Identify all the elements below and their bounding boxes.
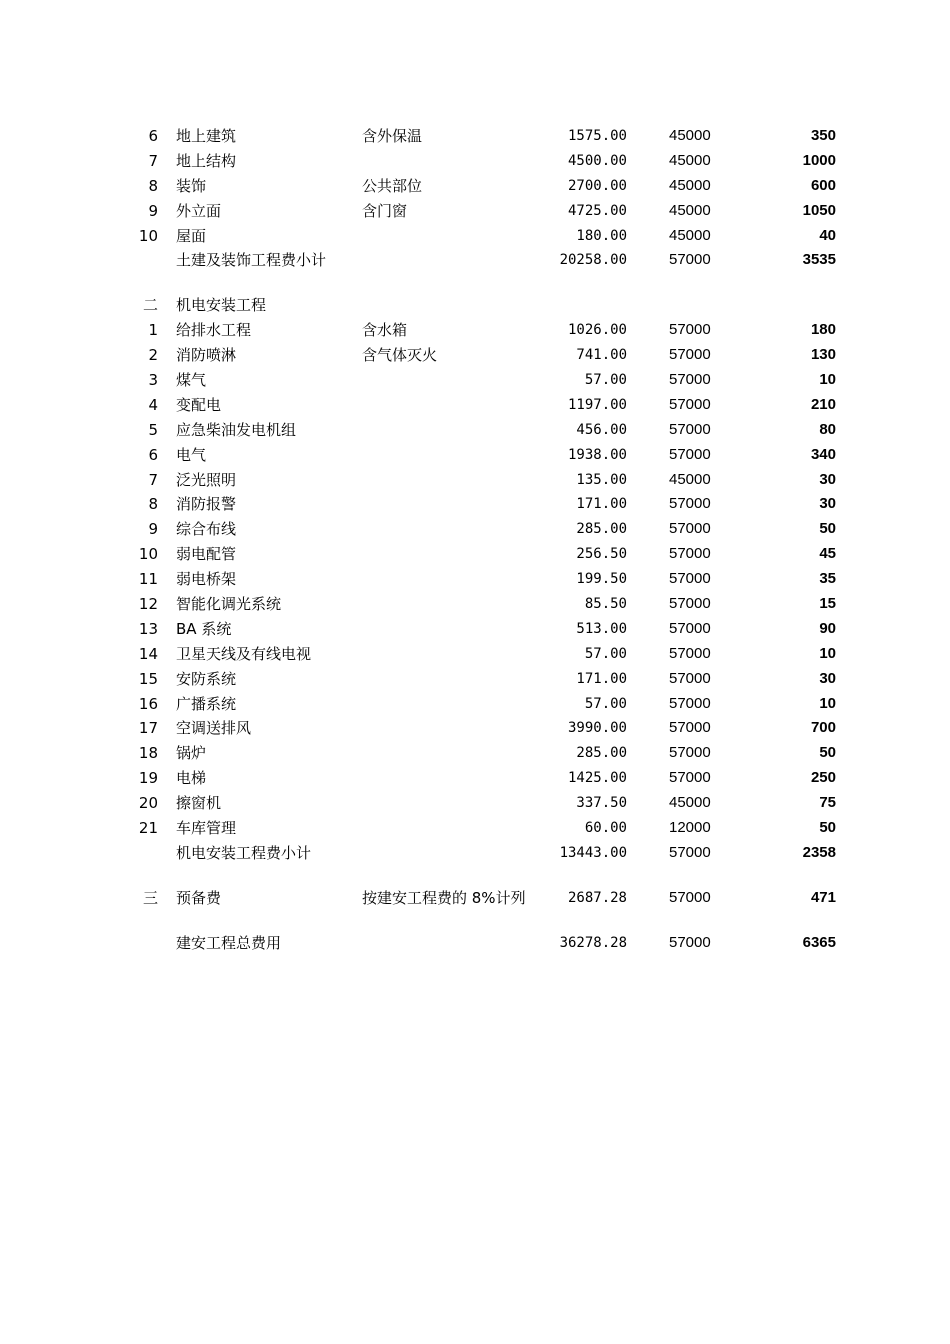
row-number: 14	[138, 644, 158, 663]
item-name: 屋面	[176, 226, 207, 245]
item-total: 180	[810, 321, 836, 339]
item-total: 40	[819, 226, 836, 244]
item-area: 171.00	[576, 496, 627, 513]
item-total: 210	[810, 395, 836, 413]
section-spacer	[0, 273, 950, 293]
item-note: 公共部位	[362, 176, 423, 195]
item-unit-price: 57000	[669, 520, 711, 538]
item-name: 安防系统	[176, 669, 237, 688]
section-spacer	[0, 866, 950, 886]
item-area: 1575.00	[567, 128, 627, 144]
item-unit-price: 57000	[669, 843, 711, 861]
row-number: 3	[148, 371, 158, 390]
table-row	[0, 248, 950, 273]
item-area: 3990.00	[567, 720, 627, 737]
item-total: 50	[819, 744, 836, 762]
item-area: 199.50	[576, 571, 627, 588]
table-row	[0, 124, 950, 149]
table-row	[0, 418, 950, 443]
item-unit-price: 45000	[669, 226, 711, 244]
table-row	[0, 517, 950, 542]
table-row	[0, 841, 950, 866]
row-number: 三	[142, 888, 158, 907]
item-total: 250	[810, 769, 836, 787]
item-unit-price: 57000	[669, 251, 711, 269]
item-name: 弱电配管	[176, 545, 237, 564]
item-name: 预备费	[176, 888, 222, 907]
row-number: 8	[148, 495, 158, 514]
table-row	[0, 667, 950, 692]
row-number: 20	[138, 794, 158, 813]
table-row	[0, 791, 950, 816]
table-row	[0, 293, 950, 318]
row-number: 11	[138, 570, 158, 589]
row-number: 10	[138, 545, 158, 564]
item-area: 1197.00	[567, 396, 627, 413]
item-name: 卫星天线及有线电视	[176, 644, 312, 663]
item-total: 700	[810, 719, 836, 737]
item-unit-price: 57000	[669, 933, 711, 951]
item-name: 综合布线	[176, 520, 237, 539]
item-name: 变配电	[176, 395, 222, 414]
item-area: 2700.00	[567, 177, 627, 194]
row-number: 9	[148, 201, 158, 220]
item-unit-price: 45000	[669, 470, 711, 488]
item-total: 35	[819, 570, 836, 588]
item-name: 装饰	[176, 176, 207, 195]
item-unit-price: 57000	[669, 888, 711, 906]
item-total: 600	[810, 176, 836, 194]
item-unit-price: 57000	[669, 445, 711, 463]
item-area: 57.00	[584, 695, 627, 712]
item-name: 建安工程总费用	[176, 933, 282, 952]
item-unit-price: 57000	[669, 495, 711, 513]
item-area: 285.00	[576, 521, 627, 538]
item-unit-price: 57000	[669, 321, 711, 339]
item-area: 456.00	[576, 421, 627, 438]
item-name: 车库管理	[176, 819, 237, 838]
row-number: 9	[148, 520, 158, 539]
row-number: 21	[138, 819, 158, 838]
row-number: 2	[148, 346, 158, 365]
row-number: 12	[138, 595, 158, 614]
item-area: 13443.00	[559, 844, 627, 861]
item-unit-price: 57000	[669, 570, 711, 588]
item-area: 57.00	[584, 372, 627, 389]
table-row	[0, 174, 950, 199]
item-note: 按建安工程费的 8%计列	[362, 888, 526, 907]
row-number: 二	[142, 296, 158, 315]
item-total: 2358	[802, 843, 836, 861]
table-row	[0, 149, 950, 174]
item-area: 256.50	[576, 546, 627, 563]
item-name: 广播系统	[176, 694, 237, 713]
item-unit-price: 57000	[669, 420, 711, 438]
item-total: 350	[810, 127, 836, 144]
item-unit-price: 57000	[669, 619, 711, 637]
row-number: 7	[148, 151, 158, 170]
item-unit-price: 57000	[669, 719, 711, 737]
item-total: 30	[819, 495, 836, 513]
item-name: 消防喷淋	[176, 346, 237, 365]
item-area: 1026.00	[567, 322, 627, 339]
item-unit-price: 57000	[669, 669, 711, 687]
item-name: 泛光照明	[176, 470, 237, 489]
table-row	[0, 642, 950, 667]
item-area: 2687.28	[567, 889, 627, 906]
item-name: 机电安装工程	[176, 296, 267, 315]
table-row	[0, 567, 950, 592]
item-unit-price: 45000	[669, 201, 711, 219]
item-note: 含气体灭火	[362, 346, 438, 365]
item-unit-price: 57000	[669, 744, 711, 762]
item-total: 340	[810, 445, 836, 463]
item-unit-price: 57000	[669, 371, 711, 389]
item-name: 应急柴油发电机组	[176, 420, 297, 439]
item-total: 50	[819, 819, 836, 837]
item-area: 513.00	[576, 620, 627, 637]
item-name: 电梯	[176, 769, 207, 788]
item-total: 45	[819, 545, 836, 563]
item-total: 15	[819, 595, 836, 613]
table-row	[0, 886, 950, 911]
item-total: 1050	[802, 201, 836, 219]
item-area: 741.00	[576, 347, 627, 364]
item-total: 471	[810, 888, 836, 906]
table-row	[0, 542, 950, 567]
item-area: 1938.00	[567, 446, 627, 463]
table-row	[0, 468, 950, 493]
item-total: 10	[819, 694, 836, 712]
item-area: 171.00	[576, 670, 627, 687]
item-name: BA 系统	[176, 619, 232, 638]
row-number: 5	[148, 420, 158, 439]
table-row	[0, 368, 950, 393]
item-unit-price: 57000	[669, 545, 711, 563]
item-area: 285.00	[576, 745, 627, 762]
item-name: 机电安装工程费小计	[176, 843, 312, 862]
item-name: 消防报警	[176, 495, 237, 514]
item-total: 6365	[802, 933, 836, 951]
item-total: 90	[819, 619, 836, 637]
item-name: 煤气	[176, 371, 207, 390]
item-unit-price: 57000	[669, 694, 711, 712]
table-row	[0, 741, 950, 766]
item-name: 土建及装饰工程费小计	[176, 251, 327, 270]
table-row	[0, 692, 950, 717]
table-row	[0, 343, 950, 368]
row-number: 13	[138, 619, 158, 638]
item-name: 锅炉	[176, 744, 207, 763]
item-name: 地上结构	[176, 151, 237, 170]
item-total: 30	[819, 470, 836, 488]
table-row	[0, 224, 950, 249]
row-number: 18	[138, 744, 158, 763]
item-area: 85.50	[584, 596, 627, 613]
row-number: 4	[148, 395, 158, 414]
row-number: 16	[138, 694, 158, 713]
item-area: 36278.28	[559, 934, 627, 951]
row-number: 8	[148, 176, 158, 195]
table-row	[0, 617, 950, 642]
item-unit-price: 57000	[669, 595, 711, 613]
item-note: 含门窗	[362, 201, 408, 220]
item-name: 智能化调光系统	[176, 595, 282, 614]
item-area: 1425.00	[567, 770, 627, 787]
item-total: 1000	[802, 151, 836, 169]
item-area: 60.00	[584, 820, 627, 837]
item-area: 180.00	[576, 227, 627, 244]
item-unit-price: 45000	[669, 176, 711, 194]
item-note: 含水箱	[362, 321, 408, 340]
table-row	[0, 443, 950, 468]
item-unit-price: 45000	[669, 151, 711, 169]
item-unit-price: 12000	[669, 819, 711, 837]
row-number: 6	[148, 445, 158, 464]
item-name: 擦窗机	[176, 794, 222, 813]
section-spacer	[0, 911, 950, 931]
item-total: 10	[819, 371, 836, 389]
item-area: 135.00	[576, 471, 627, 488]
item-name: 给排水工程	[176, 321, 252, 340]
item-name: 空调送排风	[176, 719, 252, 738]
table-row	[0, 816, 950, 841]
item-note: 含外保温	[362, 127, 423, 145]
item-unit-price: 57000	[669, 769, 711, 787]
item-total: 3535	[802, 251, 836, 269]
item-unit-price: 45000	[669, 127, 711, 144]
row-number: 17	[138, 719, 158, 738]
item-unit-price: 57000	[669, 644, 711, 662]
table-row	[0, 393, 950, 418]
table-row	[0, 766, 950, 791]
item-unit-price: 57000	[669, 395, 711, 413]
table-row	[0, 716, 950, 741]
row-number: 1	[148, 321, 158, 340]
item-total: 75	[819, 794, 836, 812]
item-area: 4500.00	[567, 152, 627, 169]
item-total: 130	[810, 346, 836, 364]
item-total: 80	[819, 420, 836, 438]
item-area: 4725.00	[567, 202, 627, 219]
item-unit-price: 45000	[669, 794, 711, 812]
item-area: 20258.00	[559, 252, 627, 269]
item-name: 地上建筑	[176, 127, 237, 145]
row-number: 7	[148, 470, 158, 489]
row-number: 15	[138, 669, 158, 688]
item-name: 外立面	[176, 201, 222, 220]
row-number: 6	[148, 127, 158, 145]
item-area: 57.00	[584, 645, 627, 662]
item-total: 10	[819, 644, 836, 662]
table-row	[0, 592, 950, 617]
item-name: 电气	[176, 445, 207, 464]
row-number: 19	[138, 769, 158, 788]
item-unit-price: 57000	[669, 346, 711, 364]
item-total: 30	[819, 669, 836, 687]
item-name: 弱电桥架	[176, 570, 237, 589]
item-area: 337.50	[576, 795, 627, 812]
table-row	[0, 931, 950, 956]
table-row	[0, 199, 950, 224]
table-row	[0, 318, 950, 343]
row-number: 10	[138, 226, 158, 245]
item-total: 50	[819, 520, 836, 538]
table-row	[0, 492, 950, 517]
cost-table	[0, 124, 950, 956]
